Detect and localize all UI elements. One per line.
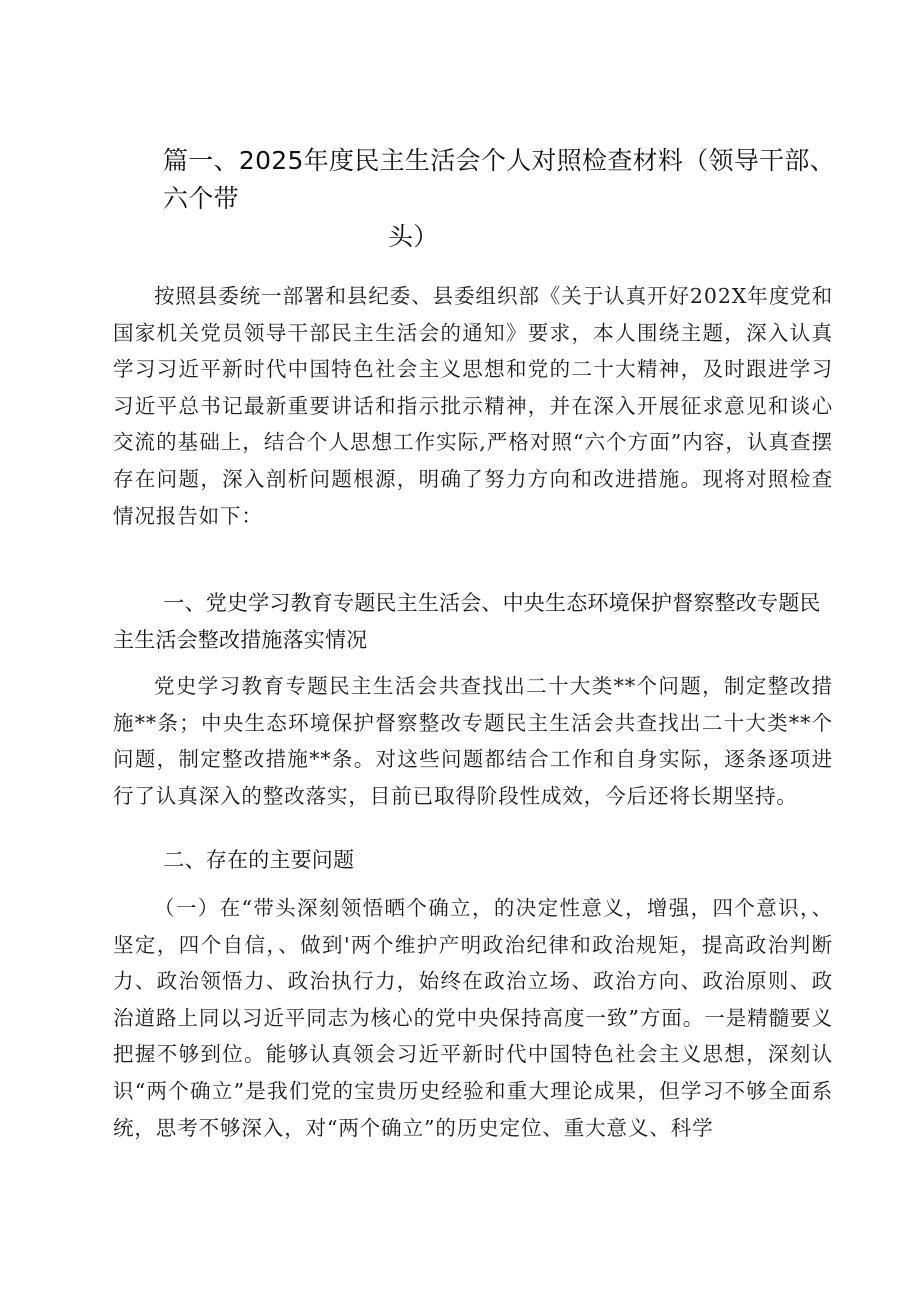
section-2-heading xyxy=(113,842,833,879)
section-2-heading-text: 二、存在的主要问题 xyxy=(163,848,355,872)
title-line-1: 篇一、2025年度民主生活会个人对照检查材料（领导干部、六个带 xyxy=(163,146,836,213)
intro-paragraph-block xyxy=(113,278,833,534)
section-1-paragraph: 党史学习教育专题民主生活会共查找出二十大类**个问题，制定整改措施**条；中央生态环境保护督察整改专题民主生活会共查找出二十大类**个问题，制定整改措施**条。对这些问题都结合工作和自身实际，逐条逐项进行了认真深入的整改落实，目前已取得阶段性成效，今后还将长期坚持。 xyxy=(113,674,833,808)
section-1-heading xyxy=(113,585,833,658)
title-line-2: 头） xyxy=(388,222,439,251)
document-title xyxy=(163,142,843,256)
section-1-paragraph-block xyxy=(113,668,833,814)
intro-paragraph: 按照县委统一部署和县纪委、县委组织部《关于认真开好202X年度党和国家机关党员领导干部民主生活会的通知》要求，本人围绕主题，深入认真学习习近平新时代中国特色社会主义思想和党的二十大精神，及时跟进学习习近平总书记最新重要讲话和指示批示精神，并在深入开展征求意见和谈心交流的基础上，结合个人思想工作实际,严格对照“六个方面”内容，认真查摆存在问题，深入剖析问题根源，明确了努力方向和改进措施。现将对照检查情况报告如下： xyxy=(113,284,833,528)
section-2-paragraph: （一）在“带头深刻领悟晒个确立，的决定性意义，增强，四个意识，、坚定，四个自信，、做到'两个维护产明政治纪律和政治规矩，提高政治判断力、政治领悟力、政治执行力，始终在政治立场、政治方向、政治原则、政治道路上同以习近平同志为核心的党中央保持高度一致”方面。一是精髓要义把握不够到位。能够认真领会习近平新时代中国特色社会主义思想，深刻认识“两个确立”是我们党的宝贵历史经验和重大理论成果，但学习不够全面系统，思考不够深入，对“两个确立”的历史定位、重大意义、科学 xyxy=(113,896,833,1140)
section-2-paragraph-block xyxy=(113,890,833,1146)
section-1-heading-text: 一、党史学习教育专题民主生活会、中央生态环境保护督察整改专题民主生活会整改措施落实情况 xyxy=(113,591,821,652)
